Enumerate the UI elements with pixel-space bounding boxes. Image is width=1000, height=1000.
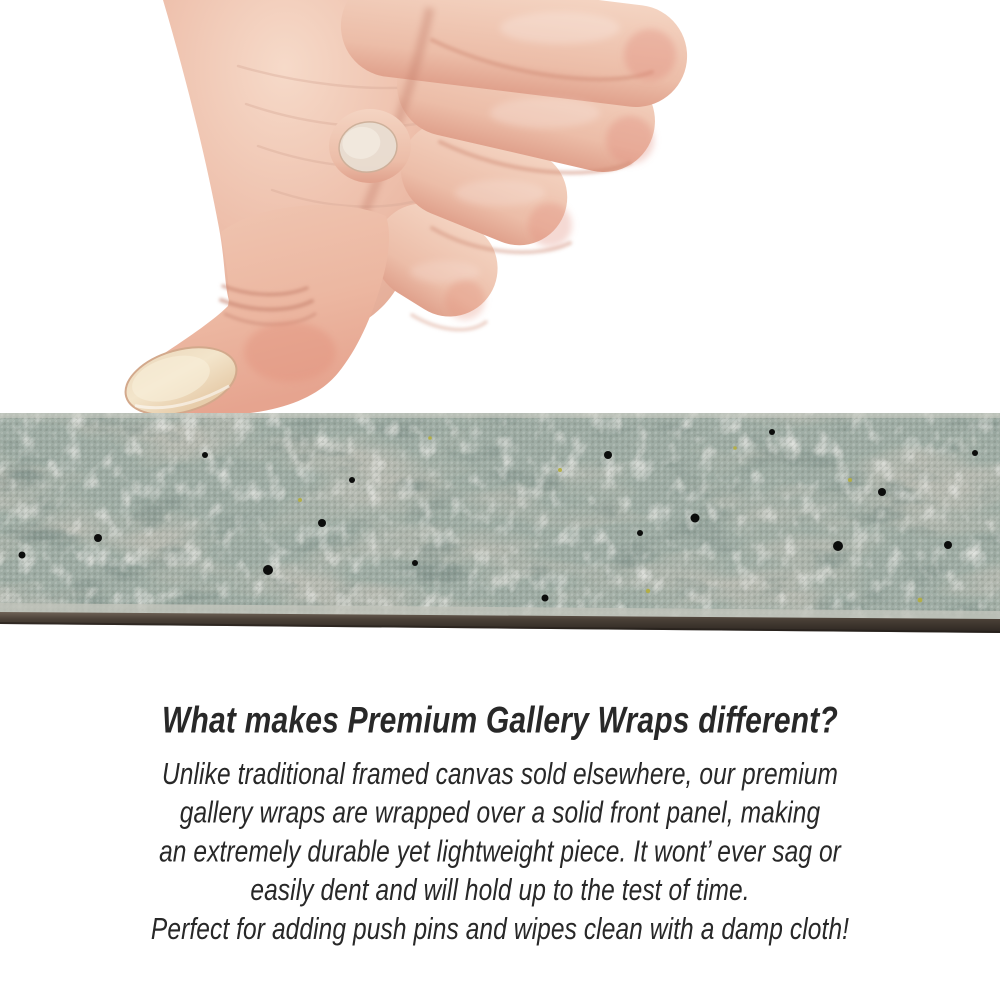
headline: What makes Premium Gallery Wraps different? [161, 700, 839, 742]
canvas-texture [0, 413, 1000, 633]
thumb [118, 205, 389, 420]
marketing-copy [40, 700, 960, 949]
index-fingertip [329, 109, 411, 183]
canvas-strip [0, 413, 1000, 633]
body-line-5: Perfect for adding push pins and wipes clean with a damp cloth! [150, 912, 850, 947]
body-line-2: gallery wraps are wrapped over a solid front panel, making [179, 796, 821, 830]
body-line-4: easily dent and will hold up to the test of time. [250, 873, 750, 908]
canvas-top-edge [0, 413, 1000, 418]
hand-photo [0, 0, 1000, 420]
body-line-3: an extremely durable yet lightweight piece. It wont’ ever sag or [159, 835, 841, 869]
body-line-1: Unlike traditional framed canvas sold elsewhere, our premium [162, 757, 838, 792]
